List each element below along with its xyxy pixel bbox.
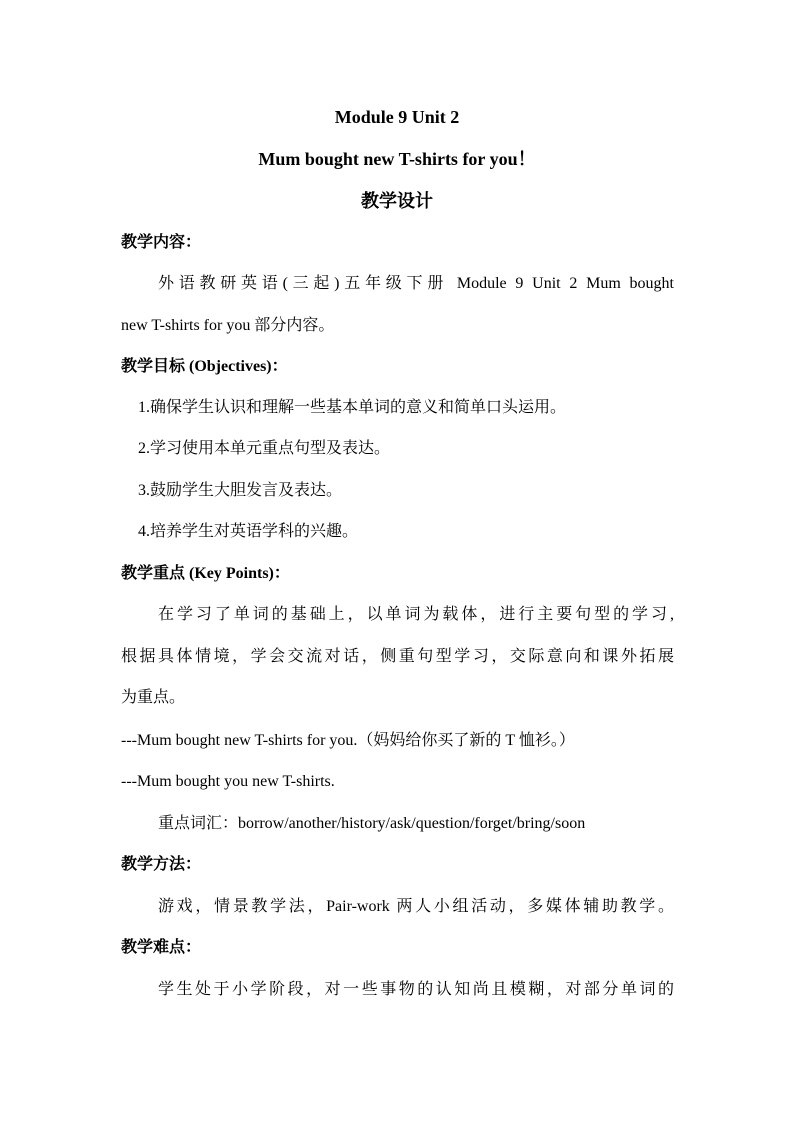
methods-paragraph: 游戏，情景教学法，Pair-work 两人小组活动，多媒体辅助教学。 (158, 898, 674, 915)
key-points-heading: 教学重点 (Key Points)： (121, 565, 290, 582)
difficulties-heading: 教学难点： (121, 939, 202, 956)
content-heading: 教学内容： (121, 234, 202, 251)
key-points-paragraph-line: 在学习了单词的基础上，以单词为载体，进行主要句型的学习, (158, 606, 674, 623)
objective-item: 1.确保学生认识和理解一些基本单词的意义和简单口头运用。 (138, 399, 567, 416)
key-points-paragraph-line: 为重点。 (121, 689, 186, 706)
objective-item: 3.鼓励学生大胆发言及表达。 (138, 482, 343, 499)
key-sentence: ---Mum bought you new T-shirts. (121, 773, 335, 790)
difficulties-paragraph-line: 学生处于小学阶段，对一些事物的认知尚且模糊，对部分单词的 (158, 981, 674, 998)
module-title: Module 9 Unit 2 (334, 107, 460, 127)
content-paragraph-line: 外语教研英语(三起)五年级下册 Module 9 Unit 2 Mum bought (158, 275, 674, 292)
content-paragraph-line: new T-shirts for you 部分内容。 (121, 317, 335, 334)
objective-item: 4.培养学生对英语学科的兴趣。 (138, 523, 359, 540)
key-points-paragraph-line: 根据具体情境，学会交流对话，侧重句型学习，交际意向和课外拓展 (121, 648, 674, 665)
key-vocabulary: 重点词汇：borrow/another/history/ask/question/forget/bring/soon (158, 815, 586, 832)
design-title: 教学设计 (361, 191, 433, 211)
key-sentence: ---Mum bought new T-shirts for you.（妈妈给你买了新的 T 恤衫。） (121, 732, 575, 749)
objectives-heading: 教学目标 (Objectives)： (121, 358, 288, 375)
objective-item: 2.学习使用本单元重点句型及表达。 (138, 440, 391, 457)
lesson-title: Mum bought new T-shirts for you！ (258, 149, 536, 169)
methods-heading: 教学方法： (121, 856, 202, 873)
